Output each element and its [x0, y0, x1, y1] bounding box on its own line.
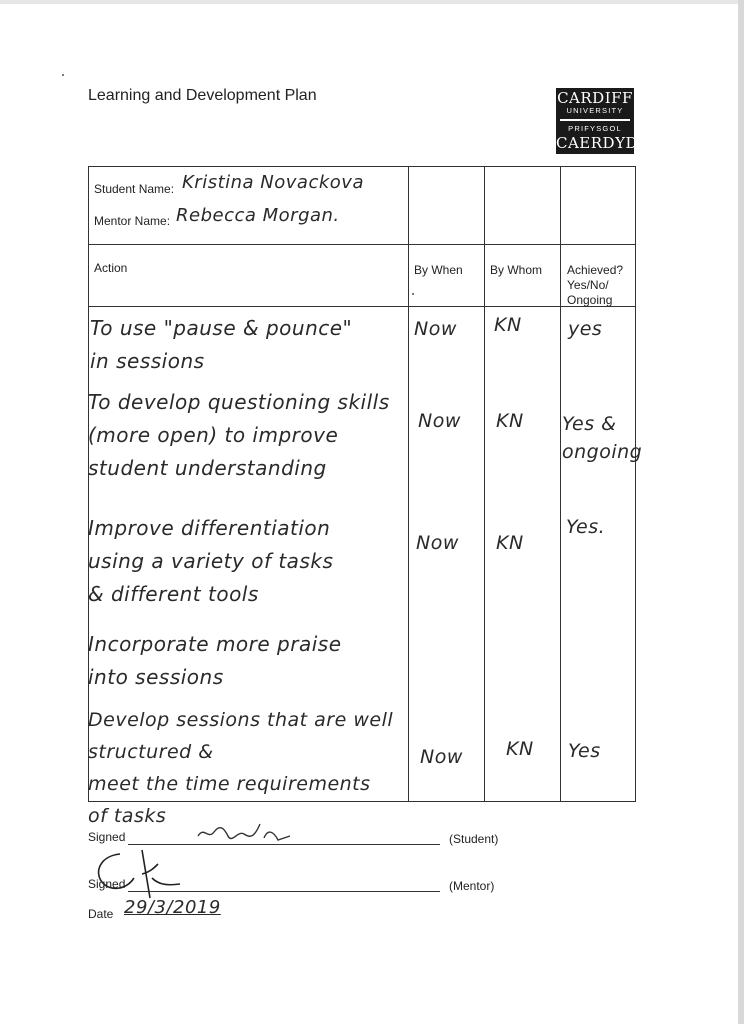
scan-top-edge — [0, 0, 744, 4]
row-3-achieved: Yes. — [566, 516, 606, 538]
col-header-achieved: Achieved? Yes/No/ Ongoing — [567, 263, 624, 307]
row-1-action: To use "pause & pounce" in sessions — [90, 316, 353, 373]
row-5-action: Develop sessions that are well structured & meet the time requirements of tasks — [88, 709, 394, 827]
row-3-by-when: Now — [416, 532, 459, 554]
row-1-by-when: Now — [414, 318, 457, 340]
scan-right-edge — [738, 0, 744, 1024]
col-header-action: Action — [94, 261, 128, 275]
row-4-action: Incorporate more praise into sessions — [88, 632, 342, 689]
mentor-name-value: Rebecca Morgan. — [176, 205, 340, 226]
row-5-by-whom: KN — [506, 738, 534, 760]
student-signature — [194, 818, 294, 848]
signed-student-label: Signed — [88, 830, 126, 844]
table-col-divider-2 — [484, 166, 485, 802]
row-1-by-whom: KN — [494, 314, 522, 336]
mentor-signature — [92, 838, 192, 900]
row-2-achieved: Yes & ongoing — [562, 413, 643, 463]
mentor-name-label: Mentor Name: — [94, 214, 171, 228]
row-3-by-whom: KN — [496, 532, 524, 554]
logo-line-caerdydd: CAERDYDD — [556, 134, 651, 152]
col-header-by-when: By When — [414, 263, 463, 277]
col-header-by-whom: By Whom — [490, 263, 543, 277]
table-col-divider-3 — [560, 166, 561, 802]
student-name-value: Kristina Novackova — [182, 172, 364, 193]
row-3-action: Improve differentiation using a variety of tasks & different tools — [88, 516, 334, 606]
student-name-label: Student Name: — [94, 182, 175, 196]
scan-speck — [62, 74, 64, 76]
table-border-top — [88, 166, 636, 167]
student-role-label: (Student) — [449, 832, 499, 846]
row-1-achieved: yes — [568, 318, 603, 340]
table-border-right — [635, 166, 636, 802]
logo-line-cardiff: CARDIFF — [557, 89, 633, 107]
row-2-by-when: Now — [418, 410, 461, 432]
document-title: Learning and Development Plan — [88, 87, 317, 104]
scan-speck — [412, 293, 414, 295]
row-5-achieved: Yes — [568, 740, 601, 762]
date-label: Date — [88, 907, 114, 921]
row-2-by-whom: KN — [496, 410, 524, 432]
table-divider-header — [88, 244, 636, 245]
mentor-role-label: (Mentor) — [449, 879, 495, 893]
row-5-by-when: Now — [420, 746, 463, 768]
university-logo — [556, 88, 651, 154]
signed-mentor-label: Signed — [88, 877, 126, 891]
row-2-action: To develop questioning skills (more open) to improve student understanding — [88, 390, 390, 480]
logo-line-university: UNIVERSITY — [566, 106, 624, 115]
date-value: 29/3/2019 — [124, 897, 221, 918]
logo-line-prifysgol: PRIFYSGOL — [568, 124, 622, 133]
table-divider-columns — [88, 306, 636, 307]
